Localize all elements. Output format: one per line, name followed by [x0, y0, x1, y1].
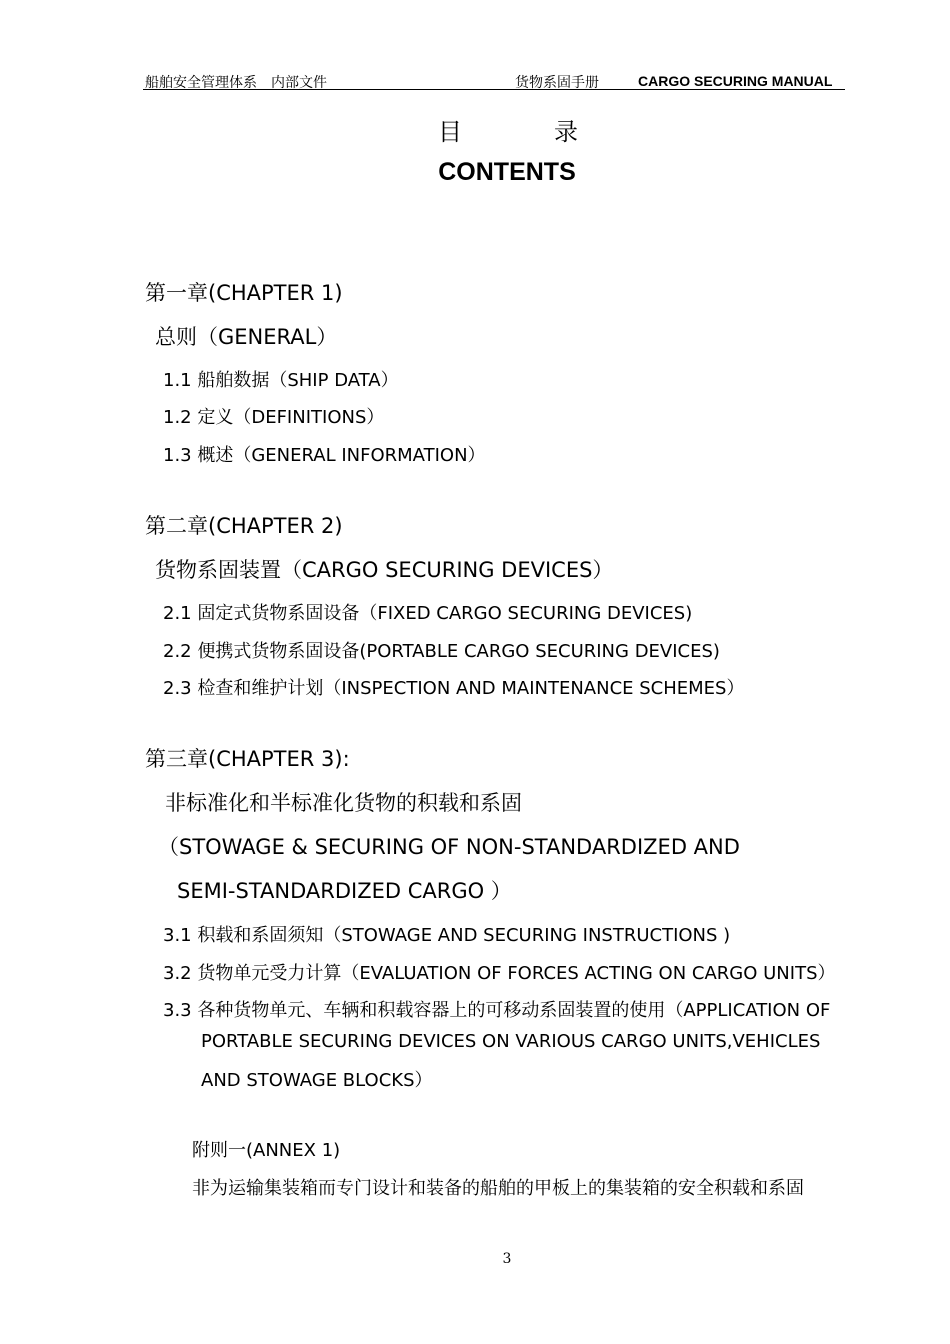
- toc-item-2-2[interactable]: 2.2 便携式货物系固设备(PORTABLE CARGO SECURING DEVICES): [163, 641, 720, 662]
- header-right-text: CARGO SECURING MANUAL: [638, 73, 833, 89]
- contents-title: CONTENTS: [438, 158, 576, 186]
- header-middle-text: 货物系固手册: [515, 75, 599, 91]
- annex-1-description: 非为运输集装箱而专门设计和装备的船舶的甲板上的集装箱的安全积载和系固: [192, 1178, 804, 1199]
- chapter-3-heading: 第三章(CHAPTER 3):: [145, 747, 350, 771]
- chapter-3-subtitle-en-line-2: SEMI-STANDARDIZED CARGO ）: [177, 879, 512, 903]
- toc-item-3-1[interactable]: 3.1 积载和系固须知（STOWAGE AND SECURING INSTRUCTIONS ): [163, 925, 731, 946]
- toc-item-3-3[interactable]: 3.3 各种货物单元、车辆和积载容器上的可移动系固装置的使用（APPLICATION OF: [163, 1000, 831, 1021]
- toc-item-3-3-continued-2: AND STOWAGE BLOCKS）: [201, 1070, 433, 1091]
- toc-item-1-1[interactable]: 1.1 船舶数据（SHIP DATA）: [163, 370, 399, 391]
- toc-item-3-3-continued-1: PORTABLE SECURING DEVICES ON VARIOUS CARGO UNITS,VEHICLES: [201, 1031, 821, 1052]
- chapter-2-subtitle: 货物系固装置（CARGO SECURING DEVICES）: [155, 558, 614, 582]
- toc-item-2-3[interactable]: 2.3 检查和维护计划（INSPECTION AND MAINTENANCE SCHEMES）: [163, 678, 745, 699]
- chapter-1-heading: 第一章(CHAPTER 1): [145, 281, 343, 305]
- chapter-1-subtitle: 总则（GENERAL）: [155, 325, 338, 349]
- toc-item-1-3[interactable]: 1.3 概述（GENERAL INFORMATION）: [163, 445, 486, 466]
- chapter-2-heading: 第二章(CHAPTER 2): [145, 514, 343, 538]
- chapter-3-subtitle-en-line-1: （STOWAGE & SECURING OF NON-STANDARDIZED AND: [158, 835, 740, 859]
- toc-item-1-2[interactable]: 1.2 定义（DEFINITIONS）: [163, 407, 385, 428]
- toc-item-3-2[interactable]: 3.2 货物单元受力计算（EVALUATION OF FORCES ACTING ON CARGO UNITS）: [163, 963, 836, 984]
- chapter-3-subtitle-cn: 非标准化和半标准化货物的积载和系固: [165, 791, 522, 815]
- title-cn-char-1: 目: [438, 118, 462, 146]
- title-cn-char-2: 录: [554, 118, 578, 146]
- toc-item-2-1[interactable]: 2.1 固定式货物系固设备（FIXED CARGO SECURING DEVICES): [163, 603, 693, 624]
- header-rule: [143, 89, 845, 90]
- page-number: 3: [502, 1251, 512, 1267]
- header-left-text: 船舶安全管理体系 内部文件: [145, 75, 327, 91]
- annex-1-heading[interactable]: 附则一(ANNEX 1): [192, 1140, 341, 1161]
